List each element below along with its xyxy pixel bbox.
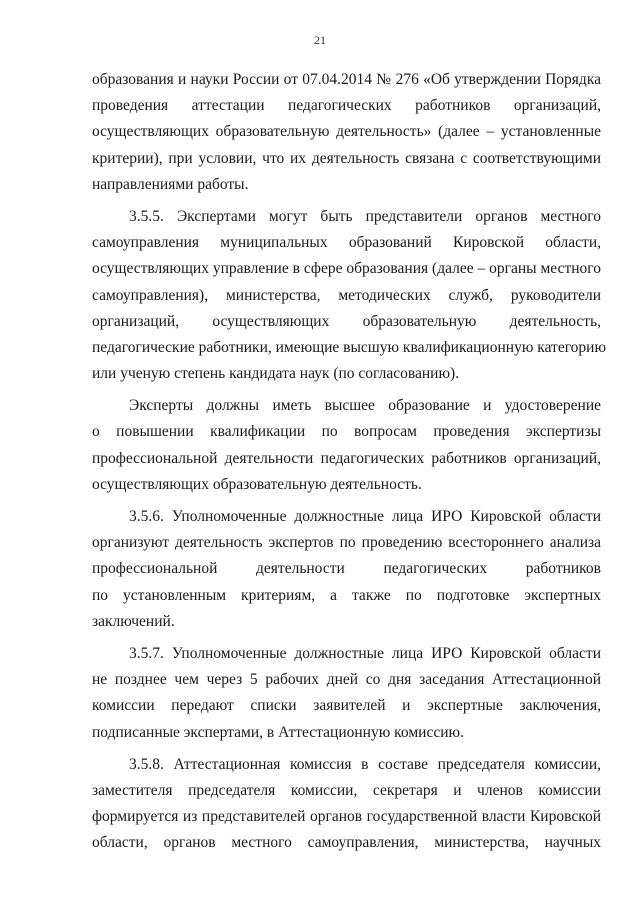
text-line: 3.5.8. Аттестационная комиссия в составе председателя комиссии, xyxy=(129,755,601,773)
text-line: 3.5.5. Экспертами могут быть представители органов местного xyxy=(129,207,601,225)
text-line: осуществляющих образовательную деятельность» (далее – установленные xyxy=(92,123,601,141)
text-line: осуществляющих образовательную деятельность. xyxy=(92,475,422,493)
text-line: самоуправления муниципальных образований Кировской области, xyxy=(92,234,601,252)
text-line: 3.5.6. Уполномоченные должностные лица ИРО Кировской области xyxy=(129,508,601,525)
text-line: по установленным критериям, а также по подготовке экспертных xyxy=(92,586,601,604)
text-line: самоуправления), министерства, методических служб, руководители xyxy=(92,286,601,304)
text-line: организаций, осуществляющих образовательную деятельность, xyxy=(92,312,601,330)
paragraph xyxy=(92,504,601,635)
paragraph xyxy=(92,67,601,198)
text-line: проведения аттестации педагогических работников организаций, xyxy=(92,97,601,115)
text-line: профессиональной деятельности педагогических работников xyxy=(92,560,601,578)
paragraph xyxy=(92,752,601,857)
text-line: направлениями работы. xyxy=(92,175,249,193)
paragraph xyxy=(92,393,601,498)
text-line: педагогические работники, имеющие высшую квалификационную категорию xyxy=(92,338,607,356)
text-line: Эксперты должны иметь высшее образование и удостоверение xyxy=(129,397,601,415)
text-line: образования и науки России от 07.04.2014 № 276 «Об утверждении Порядка xyxy=(92,71,601,88)
text-line: 3.5.7. Уполномоченные должностные лица ИРО Кировской области xyxy=(129,644,601,662)
text-line: профессиональной деятельности педагогических работников организаций, xyxy=(92,449,601,467)
text-line: осуществляющих управление в сфере образования (далее – органы местного xyxy=(92,260,601,278)
text-line: не позднее чем через 5 рабочих дней со дня заседания Аттестационной xyxy=(92,671,601,689)
paragraph xyxy=(92,204,607,387)
text-line: формируется из представителей органов государственной власти Кировской xyxy=(92,808,601,826)
page-number: 21 xyxy=(314,33,326,47)
document-body xyxy=(92,67,607,862)
text-line: о повышении квалификации по вопросам проведения экспертизы xyxy=(92,423,601,441)
text-line: заключений. xyxy=(92,612,175,630)
text-line: комиссии передают списки заявителей и экспертные заключения, xyxy=(92,697,601,715)
text-line: подписанные экспертами, в Аттестационную комиссию. xyxy=(92,723,464,741)
text-line: критерии), при условии, что их деятельность связана с соответствующими xyxy=(92,149,601,167)
paragraph xyxy=(92,641,601,746)
text-line: области, органов местного самоуправления, министерства, научных xyxy=(92,834,601,852)
text-line: или ученую степень кандидата наук (по согласованию). xyxy=(92,365,460,383)
text-line: заместителя председателя комиссии, секретаря и членов комиссии xyxy=(92,781,601,799)
text-line: организуют деятельность экспертов по проведению всестороннего анализа xyxy=(92,534,601,552)
